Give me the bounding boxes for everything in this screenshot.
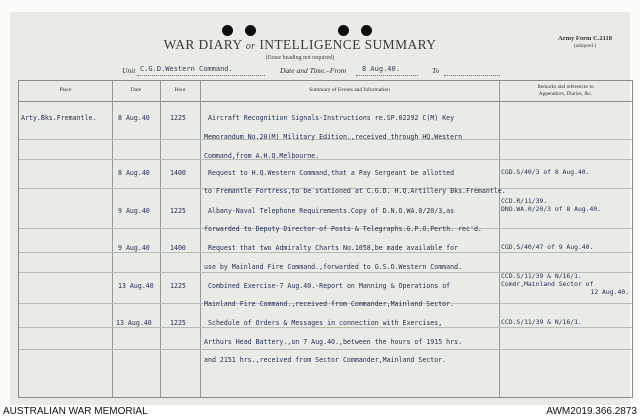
entry-hour: 1225 [170,207,186,215]
entry-date: 9 Aug.40 [118,207,150,215]
entry-summary-line: Request to H.Q.Western Command,that a Pay Sergeant be allotted [208,169,455,177]
entry-date: 8 Aug.40 [118,114,150,122]
punch-hole [361,25,372,36]
header-summary: Summary of Events and Information [309,87,390,93]
entry-hour: 1400 [170,169,186,177]
entry-remarks: 12 Aug.40. [590,288,629,296]
erase-note: (Erase heading not required) [265,55,335,61]
entry-remarks: CGD.S/40/3 of 8 Aug.40. [501,168,590,176]
punch-hole [245,25,256,36]
punch-hole [338,25,349,36]
entry-summary-line: Request that two Admiralty Charts No.1058,be made available for [208,244,459,252]
footer-accession-number: AWM2019.366.2873 [546,406,637,417]
entry-place: Arty.Bks.Fremantle. [21,114,97,122]
army-form-number: Army Form C.2118 [558,35,612,42]
entry-hour: 1225 [170,114,186,122]
entry-date: 13 Aug.40 [118,282,154,290]
title-war-diary: WAR DIARY [163,37,243,52]
punch-hole [222,25,233,36]
adopted-note: (adopted.) [573,43,597,49]
entry-hour: 1225 [170,319,186,327]
title-intelligence-summary: INTELLIGENCE SUMMARY [259,37,437,52]
entry-date: 8 Aug.40 [118,169,150,177]
diary-table [18,80,633,398]
footer-bar [0,405,640,419]
unit-label: Unit [122,66,136,75]
entry-remarks: CGD.S/40/47 of 9 Aug.40. [501,243,594,251]
entry-remarks: CCD.S/11/39 & N/16/1. [501,318,582,326]
entry-summary-line: Memorandum No.20(M) Military Edition.,received through HQ.Western [204,133,463,141]
entry-hour: 1400 [170,244,186,252]
unit-underline [137,75,265,76]
entry-summary-line: forwarded to Deputy Director of Posts & Telegraphs.G.P.O.Perth. rec'd. [204,225,482,233]
header-place: Place [59,87,72,93]
title-or: or [245,41,256,52]
entry-summary-line: Combined Exercise-7 Aug.40.-Report on Manning & Operations of [208,282,451,290]
entry-summary-line: Mainland Fire Command.,received from Commander,Mainland Sector. [204,300,455,308]
entry-remarks: Comdr,Mainland Sector of [501,280,594,288]
date-underline [356,75,418,76]
unit-value: C.G.D.Western Command. [140,65,233,73]
entry-date: 9 Aug.40 [118,244,150,252]
entry-summary-line: Arthurs Head Battery.,on 7 Aug.40.,between the hours of 1915 hrs. [204,338,463,346]
entry-summary-line: Schedule of Orders & Messages in connection with Exercises, [208,319,443,327]
header-date: Date [130,87,142,93]
form-title [150,37,450,53]
entry-remarks: CCD.R/11/39. [501,197,548,205]
header-remarks: Remarks and references to Appendices, Diaries, &c. [537,84,594,97]
date-time-label: Date and Time.–From [280,66,347,75]
entry-summary-line: use by Mainland Fire Command.,forwarded to G.S.O.Western Command. [204,263,463,271]
entry-hour: 1225 [170,282,186,290]
to-underline [444,75,500,76]
to-label: To [432,66,440,75]
entry-summary-line: and 2151 hrs.,received from Sector Commander,Mainland Sector. [204,356,447,364]
entry-summary-line: Albany-Naval Telephone Requirements.Copy of D.N.O.WA.0/20/3,as [208,207,455,215]
header-hour: Hour [174,87,186,93]
entry-summary-line: Command,from A.H.Q.Melbourne. [204,152,320,160]
footer-source: AUSTRALIAN WAR MEMORIAL [3,406,148,417]
entry-remarks: DNO.WA.0/20/3 of 8 Aug.40. [501,205,602,213]
entry-date: 13 Aug.40 [116,319,152,327]
entry-remarks: CCD.S/11/39 & N/16/1. [501,272,582,280]
entry-summary-line: to Fremantle Fortress,to be stationed at C.G.D. H.Q.Artillery Bks.Fremantle. [204,187,506,195]
table-header [19,81,632,102]
date-from-value: 8 Aug.40. [362,65,400,73]
entry-summary-line: Aircraft Recognition Signals-Instructions re.SP.02292 C(M) Key [208,114,455,122]
